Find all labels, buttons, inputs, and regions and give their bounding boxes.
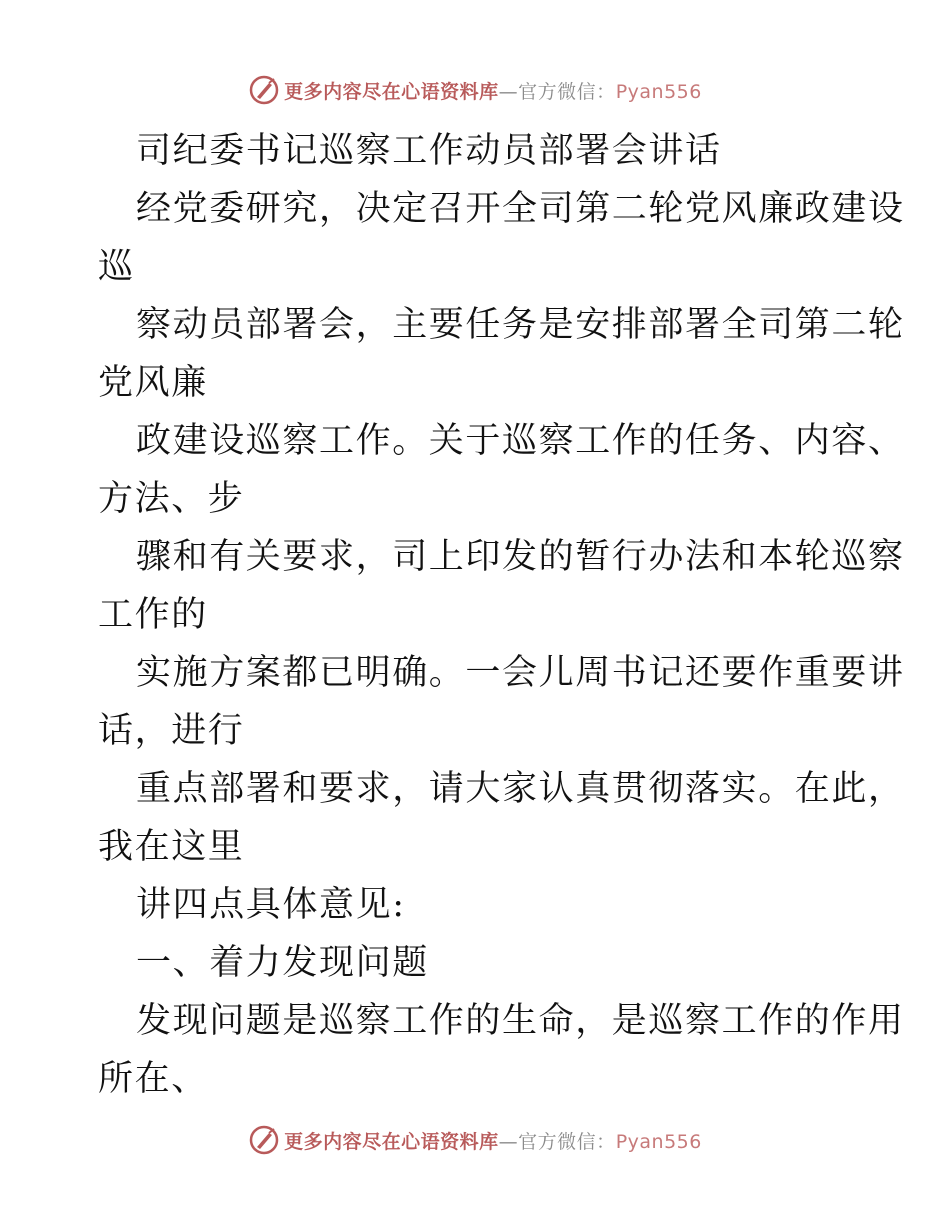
watermark-main: 更多内容尽在心语资料库 bbox=[284, 1130, 499, 1153]
text-line: 政建设巡察工作。关于巡察工作的任务、内容、 bbox=[136, 421, 905, 461]
quill-logo-icon bbox=[248, 1124, 280, 1156]
watermark-main: 更多内容尽在心语资料库 bbox=[284, 80, 499, 103]
text-line: 党风廉 bbox=[98, 363, 208, 403]
watermark-dash: — bbox=[498, 1130, 519, 1153]
watermark-text bbox=[284, 1127, 702, 1154]
text-line: 巡 bbox=[98, 247, 135, 287]
watermark-wechat-id: Pyan556 bbox=[615, 1130, 702, 1153]
document-title: 司纪委书记巡察工作动员部署会讲话 bbox=[136, 131, 722, 171]
text-line: 话，进行 bbox=[98, 711, 245, 751]
text-line: 所在、 bbox=[98, 1059, 208, 1099]
watermark-wechat-id: Pyan556 bbox=[615, 80, 702, 103]
text-line: 我在这里 bbox=[98, 827, 245, 867]
text-line: 讲四点具体意见: bbox=[136, 885, 406, 925]
text-line: 经党委研究，决定召开全司第二轮党风廉政建设 bbox=[136, 189, 905, 229]
text-line: 重点部署和要求，请大家认真贯彻落实。在此， bbox=[136, 769, 905, 809]
document-body bbox=[98, 122, 905, 1108]
text-line: 方法、步 bbox=[98, 479, 245, 519]
text-line: 工作的 bbox=[98, 595, 208, 635]
text-line: 发现问题是巡察工作的生命，是巡察工作的作用 bbox=[136, 1001, 905, 1041]
text-line: 实施方案都已明确。一会儿周书记还要作重要讲 bbox=[136, 653, 905, 693]
watermark-dash: — bbox=[498, 80, 519, 103]
footer-watermark bbox=[0, 1120, 950, 1160]
text-line: 察动员部署会，主要任务是安排部署全司第二轮 bbox=[136, 305, 905, 345]
watermark-text bbox=[284, 77, 702, 104]
watermark-wechat-label: 官方微信： bbox=[518, 1130, 616, 1153]
quill-logo-icon bbox=[248, 74, 280, 106]
header-watermark bbox=[0, 70, 950, 110]
section-heading: 一、着力发现问题 bbox=[136, 943, 429, 983]
watermark-wechat-label: 官方微信： bbox=[518, 80, 616, 103]
text-line: 骤和有关要求，司上印发的暂行办法和本轮巡察 bbox=[136, 537, 905, 577]
